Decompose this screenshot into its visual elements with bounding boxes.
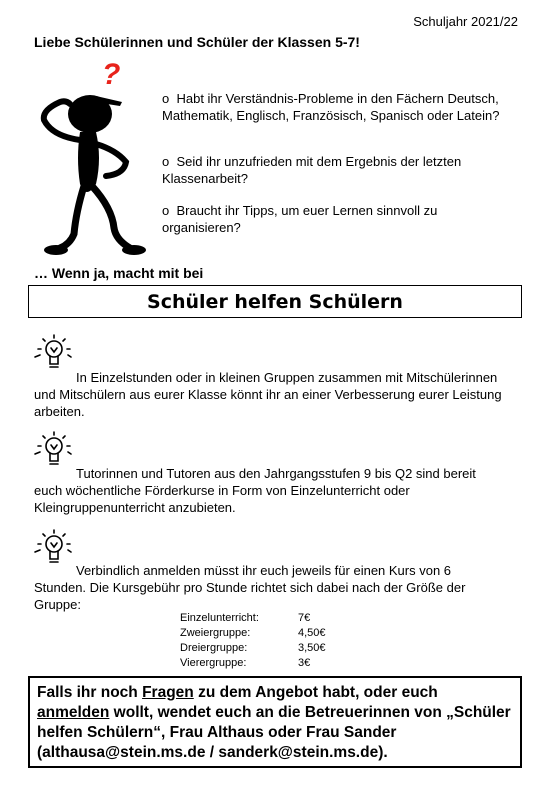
lightbulb-icon — [32, 334, 76, 370]
paragraph-text: In Einzelstunden oder in kleinen Gruppen zusammen mit Mitschülerinnen und Mitschülern aus eurer Klasse könnt ihr an einer Verbesserung eurer Leistung arbeiten. — [34, 370, 502, 419]
info-paragraph — [34, 465, 504, 516]
lightbulb-icon — [32, 529, 76, 565]
fee-row — [180, 626, 326, 641]
bullet-marker: o — [162, 154, 170, 169]
fee-row — [180, 611, 326, 626]
fee-price: 4,50€ — [298, 627, 326, 639]
fee-label: Zweiergruppe: — [180, 627, 251, 639]
lead-in-text: … Wenn ja, macht mit bei — [34, 265, 204, 281]
question-text: Seid ihr unzufrieden mit dem Ergebnis der letzten Klassenarbeit? — [162, 154, 462, 186]
fee-price: 3€ — [298, 657, 311, 669]
school-year: Schuljahr 2021/22 — [413, 14, 518, 29]
contact-box — [28, 676, 522, 768]
fee-label: Vierergruppe: — [180, 657, 247, 669]
contact-fragen: Fragen — [142, 684, 194, 701]
info-paragraph — [34, 369, 504, 420]
contact-text: Falls ihr noch — [37, 684, 143, 701]
contact-anmelden: anmelden — [37, 704, 110, 721]
fee-price: 3,50€ — [298, 642, 326, 654]
question-text: Habt ihr Verständnis-Probleme in den Fächern Deutsch, Mathematik, Englisch, Französisch, Spanisch oder Latein? — [162, 91, 500, 123]
fee-label: Einzelunterricht: — [180, 612, 259, 624]
bullet-marker: o — [162, 91, 170, 106]
question-text: Braucht ihr Tipps, um euer Lernen sinnvoll zu organisieren? — [162, 203, 438, 235]
lightbulb-icon — [32, 431, 76, 467]
question-item — [162, 202, 502, 236]
bullet-marker: o — [162, 203, 170, 218]
paragraph-text: Verbindlich anmelden müsst ihr euch jeweils für einen Kurs von 6 Stunden. Die Kursgebühr pro Stunde richtet sich dabei nach der Größe der Gruppe: — [34, 563, 466, 612]
greeting-heading: Liebe Schülerinnen und Schüler der Klassen 5-7! — [34, 34, 360, 50]
info-paragraph — [34, 562, 504, 613]
contact-text: zu dem Angebot habt, oder euch — [193, 684, 438, 701]
fee-price: 7€ — [298, 612, 311, 624]
fee-label: Dreiergruppe: — [180, 642, 248, 654]
svg-text:?: ? — [102, 58, 121, 91]
program-title: Schüler helfen Schülern — [28, 285, 522, 318]
question-item — [162, 153, 502, 187]
fee-row — [180, 641, 326, 656]
question-item — [162, 90, 502, 124]
paragraph-text: Tutorinnen und Tutoren aus den Jahrgangsstufen 9 bis Q2 sind bereit euch wöchentliche Förderkurse in Form von Einzelunterricht oder Kleingruppenunterricht anzubieten. — [34, 466, 476, 515]
thinking-person-icon — [30, 58, 150, 263]
fee-table — [180, 611, 326, 671]
fee-row — [180, 656, 326, 671]
contact-text: wollt, wendet euch an die Betreuerinnen von „Schüler helfen Schülern“, Frau Althaus oder Frau Sander (althausa@stein.ms.de / sanderk@stein.ms.de). — [37, 704, 511, 761]
